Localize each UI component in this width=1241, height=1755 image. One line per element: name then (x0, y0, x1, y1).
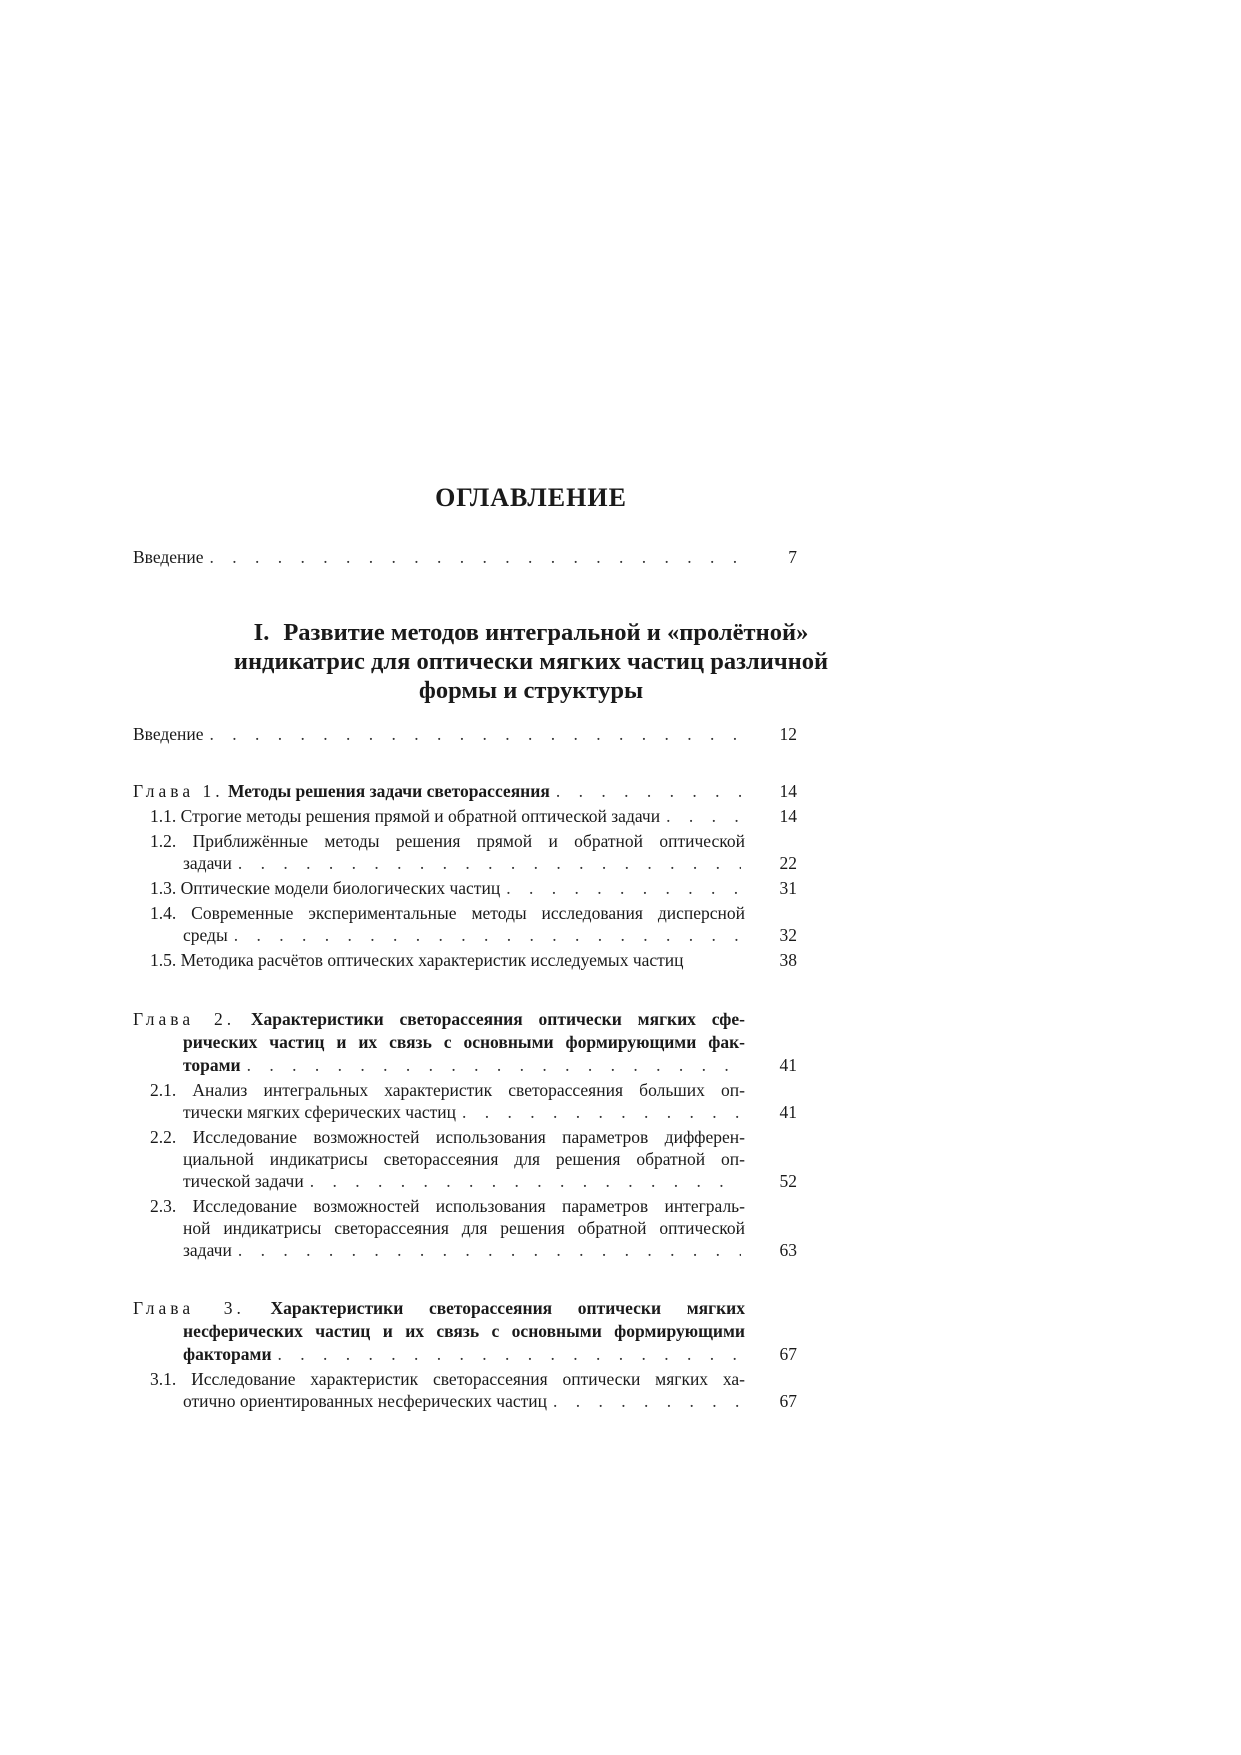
toc-section-1-2[interactable] (183, 851, 797, 875)
section-title-line: циальной индикатрисы светорассеяния для решения обратной оп- (183, 1149, 745, 1169)
leader-dots (506, 876, 741, 900)
leader-dots (234, 923, 741, 947)
toc-chapter-2[interactable] (183, 1053, 797, 1077)
toc-entry-part-intro[interactable] (133, 722, 797, 746)
toc-entry-label: Введение (133, 547, 204, 567)
section-title-line: среды (183, 925, 228, 945)
part-title (133, 618, 929, 705)
chapter-title-line: факторами (183, 1344, 272, 1364)
leader-dots (310, 1169, 741, 1193)
toc-section-1-3[interactable] (150, 876, 797, 900)
page-number: 41 (779, 1055, 797, 1075)
page-number: 14 (779, 781, 797, 801)
leader-dots (210, 722, 741, 746)
section-title-line: ной индикатрисы светорассеяния для решения обратной оптической (183, 1218, 745, 1238)
toc-chapter-2-line[interactable] (133, 1007, 797, 1031)
page-number: 41 (779, 1102, 797, 1122)
page-number: 67 (779, 1391, 797, 1411)
leader-dots (462, 1100, 741, 1124)
chapter-title-line: торами (183, 1055, 241, 1075)
chapter-title: Методы решения задачи светорассеяния (227, 781, 550, 801)
section-title: 1.1. Строгие методы решения прямой и обратной оптической задачи (150, 806, 661, 826)
chapter-label: Глава 1. (133, 781, 224, 801)
leader-dots (556, 779, 741, 803)
chapter-label: Глава 3. (133, 1298, 245, 1318)
section-title-line: 2.2. Исследование возможностей использования параметров дифферен- (150, 1127, 745, 1147)
toc-section-2-1[interactable] (183, 1100, 797, 1124)
section-title-line: 3.1. Исследование характеристик светорассеяния оптически мягких ха- (150, 1369, 745, 1389)
page-number: 12 (779, 724, 797, 744)
section-title-line: 1.4. Современные экспериментальные методы исследования дисперсной (150, 903, 745, 923)
leader-dots (238, 1238, 741, 1262)
chapter-title-line-wrap (183, 1319, 797, 1343)
page-number: 32 (779, 925, 797, 945)
page-number: 14 (779, 806, 797, 826)
page-number: 38 (779, 950, 797, 970)
toc-section-2-3[interactable] (183, 1238, 797, 1262)
toc-entry-label: Введение (133, 724, 204, 744)
chapter-title-line-wrap (183, 1030, 797, 1054)
part-title-line: индикатрис для оптически мягких частиц различной (233, 648, 829, 675)
leader-dots (278, 1342, 741, 1366)
section-title-line: задачи (183, 853, 232, 873)
page-number: 52 (779, 1171, 797, 1191)
toc-section-1-5[interactable] (150, 948, 797, 972)
toc-chapter-1[interactable] (133, 779, 797, 803)
page-number: 31 (779, 878, 797, 898)
section-title: 1.3. Оптические модели биологических частиц (150, 878, 501, 898)
chapter-title-line: рических частиц и их связь с основными формирующими фак- (183, 1032, 745, 1052)
part-title-line: Развитие методов интегральной и «пролётной» (283, 619, 809, 646)
toc-entry-intro[interactable] (133, 545, 797, 569)
toc-section-2-2[interactable] (183, 1169, 797, 1193)
section-title-line: задачи (183, 1240, 232, 1260)
page-number: 7 (788, 547, 797, 567)
section-title-line: 2.1. Анализ интегральных характеристик светорассеяния больших оп- (150, 1080, 745, 1100)
leader-dots (247, 1053, 741, 1077)
section-title-line: отично ориентированных несферических частиц (183, 1391, 547, 1411)
toc-section-3-1[interactable] (183, 1389, 797, 1413)
leader-dots (666, 804, 741, 828)
page-number: 63 (779, 1240, 797, 1260)
leader-dots (553, 1389, 741, 1413)
page-number: 22 (779, 853, 797, 873)
section-title-line: тически мягких сферических частиц (183, 1102, 457, 1122)
section-title-line: 2.3. Исследование возможностей использования параметров интеграль- (150, 1196, 745, 1216)
chapter-label: Глава 2. (133, 1009, 236, 1029)
leader-dots (210, 545, 741, 569)
toc-chapter-3[interactable] (183, 1342, 797, 1366)
leader-dots (238, 851, 741, 875)
section-title: 1.5. Методика расчётов оптических характеристик исследуемых частиц (150, 950, 684, 970)
section-title-line: тической задачи (183, 1171, 304, 1191)
chapter-title-line: Характеристики светорассеяния оптически мягких (270, 1298, 745, 1318)
part-number: I. (253, 619, 270, 646)
toc-chapter-3-line[interactable] (133, 1296, 797, 1320)
toc-section-1-1[interactable] (150, 804, 797, 828)
toc-title: ОГЛАВЛЕНИЕ (435, 483, 627, 512)
chapter-title-line: Характеристики светорассеяния оптически мягких сфе- (250, 1009, 746, 1029)
section-title-line: 1.2. Приближённые методы решения прямой и обратной оптической (150, 831, 745, 851)
page-number: 67 (779, 1344, 797, 1364)
part-title-line: формы и структуры (418, 677, 644, 704)
toc-section-1-4[interactable] (183, 923, 797, 947)
chapter-title-line: несферических частиц и их связь с основными формирующими (183, 1321, 745, 1341)
